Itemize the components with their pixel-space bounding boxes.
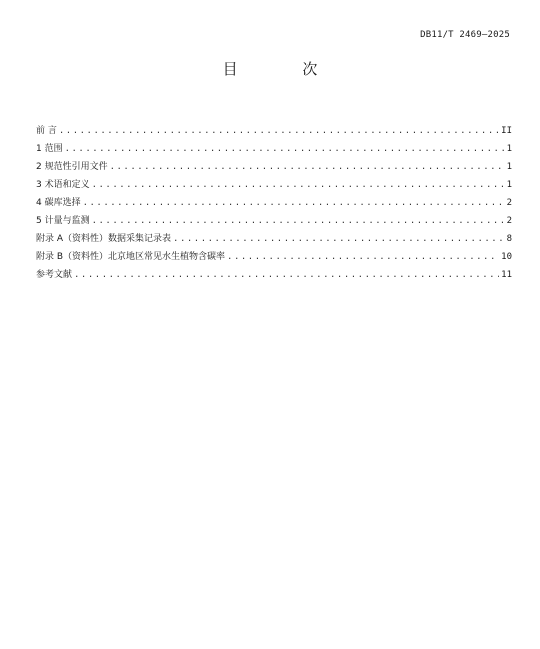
toc-entry-label: 1 范围 bbox=[36, 144, 63, 154]
toc-leader-dots bbox=[173, 234, 505, 244]
toc-entry-label: 附录 A（资料性）数据采集记录表 bbox=[36, 234, 172, 244]
toc-entry-scope[interactable] bbox=[36, 141, 512, 159]
toc-page-number: 10 bbox=[501, 252, 512, 262]
toc-page-number: 11 bbox=[501, 270, 512, 280]
toc-entry-measurement-monitoring[interactable] bbox=[36, 213, 512, 231]
toc-leader-dots bbox=[59, 126, 499, 136]
toc-leader-dots bbox=[65, 144, 505, 154]
toc-entry-carbon-pool-selection[interactable] bbox=[36, 195, 512, 213]
toc-entry-label: 4 碳库选择 bbox=[36, 198, 81, 208]
toc-page-number: 1 bbox=[506, 144, 512, 154]
toc-entry-foreword[interactable] bbox=[36, 123, 512, 141]
toc-leader-dots bbox=[92, 180, 505, 190]
toc-entry-label: 前 言 bbox=[36, 126, 57, 136]
toc-entry-appendix-b[interactable] bbox=[36, 249, 512, 267]
toc-page-number: 1 bbox=[506, 162, 512, 172]
toc-entry-appendix-a[interactable] bbox=[36, 231, 512, 249]
toc-entry-label: 5 计量与监测 bbox=[36, 216, 90, 226]
toc-entry-terms-definitions[interactable] bbox=[36, 177, 512, 195]
toc-entry-label: 3 术语和定义 bbox=[36, 180, 90, 190]
document-code: DB11/T 2469—2025 bbox=[420, 30, 510, 40]
toc-entry-label: 附录 B（资料性）北京地区常见水生植物含碳率 bbox=[36, 252, 226, 262]
toc-entry-normative-references[interactable] bbox=[36, 159, 512, 177]
toc-page-number: II bbox=[501, 126, 512, 136]
toc-leader-dots bbox=[110, 162, 505, 172]
toc-page-number: 2 bbox=[506, 216, 512, 226]
table-of-contents bbox=[36, 123, 512, 285]
toc-leader-dots bbox=[227, 252, 499, 262]
toc-page-number: 1 bbox=[506, 180, 512, 190]
toc-leader-dots bbox=[83, 198, 505, 208]
toc-entry-label: 2 规范性引用文件 bbox=[36, 162, 108, 172]
toc-entry-bibliography[interactable] bbox=[36, 267, 512, 285]
page-title: 目 次 bbox=[222, 60, 348, 78]
toc-page-number: 2 bbox=[506, 198, 512, 208]
toc-leader-dots bbox=[92, 216, 505, 226]
toc-entry-label: 参考文献 bbox=[36, 270, 73, 280]
toc-page-number: 8 bbox=[506, 234, 512, 244]
toc-leader-dots bbox=[74, 270, 499, 280]
